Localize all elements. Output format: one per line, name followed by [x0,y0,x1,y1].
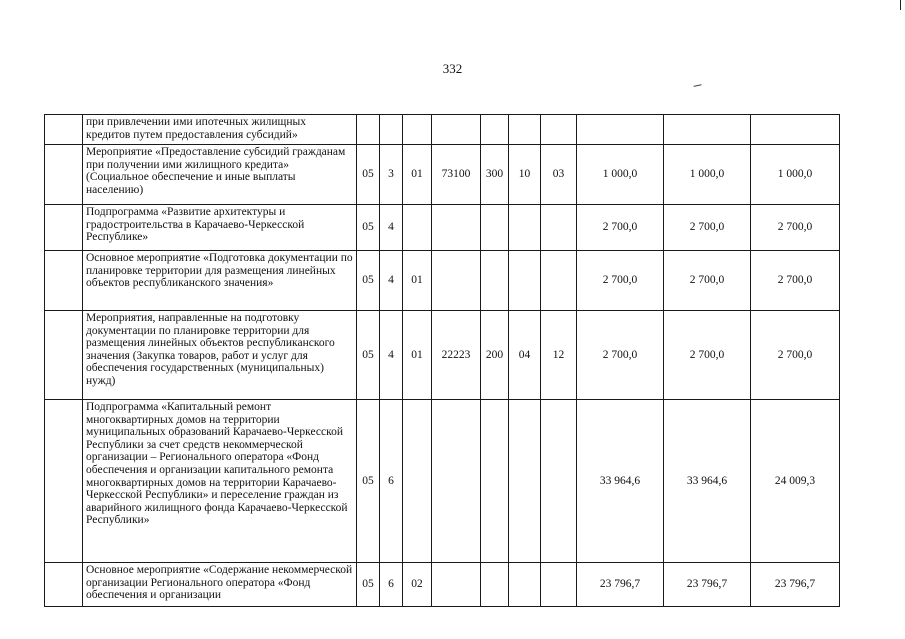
scan-speck [694,84,703,91]
expense-type-cell [481,251,509,311]
direction-code-cell: 22223 [432,311,481,400]
chapter-cell [509,115,541,145]
table-row [45,115,840,145]
sum-year-1-cell: 2 700,0 [577,311,664,400]
page-number: 332 [442,61,463,76]
chapter-cell [509,400,541,563]
subsection-cell [541,400,577,563]
direction-code-cell [432,115,481,145]
direction-code-cell [432,251,481,311]
sum-year-2-cell [664,115,751,145]
row-name-cell: Основное мероприятие «Подготовка документации по планировке территории для размещения линейных объектов республиканского значения» [83,251,357,311]
direction-code-cell [432,563,481,607]
row-name-cell: Мероприятия, направленные на подготовку документации по планировке территории для размещения линейных объектов республиканского значения (Закупка товаров, работ и услуг для обеспечения государственных (муниципальных) нужд) [83,311,357,400]
sum-year-2-cell: 23 796,7 [664,563,751,607]
program-code-cell: 6 [380,563,403,607]
measure-code-cell: 02 [403,563,432,607]
empty-left-cell [45,205,83,251]
sum-year-1-cell: 23 796,7 [577,563,664,607]
subsection-cell: 03 [541,145,577,205]
sum-year-1-cell [577,115,664,145]
empty-left-cell [45,563,83,607]
section-code-cell: 05 [357,205,380,251]
subsection-cell [541,115,577,145]
program-code-cell: 6 [380,400,403,563]
program-code-cell: 4 [380,311,403,400]
measure-code-cell: 01 [403,145,432,205]
expense-type-cell [481,205,509,251]
sum-year-2-cell: 2 700,0 [664,251,751,311]
section-code-cell: 05 [357,145,380,205]
sum-year-2-cell: 1 000,0 [664,145,751,205]
empty-left-cell [45,145,83,205]
measure-code-cell: 01 [403,251,432,311]
measure-code-cell [403,115,432,145]
subsection-cell [541,205,577,251]
sum-year-3-cell: 23 796,7 [751,563,840,607]
sum-year-3-cell: 2 700,0 [751,311,840,400]
empty-left-cell [45,115,83,145]
sum-year-2-cell: 2 700,0 [664,205,751,251]
program-code-cell: 3 [380,145,403,205]
expense-type-cell: 200 [481,311,509,400]
empty-left-cell [45,400,83,563]
table-row [45,205,840,251]
section-code-cell: 05 [357,563,380,607]
row-name-cell: Подпрограмма «Развитие архитектуры и градостроительства в Карачаево-Черкесской Республике» [83,205,357,251]
program-code-cell: 4 [380,251,403,311]
table-row [45,251,840,311]
section-code-cell: 05 [357,400,380,563]
row-name-cell: Мероприятие «Предоставление субсидий гражданам при получении ими жилищного кредита» (Социальное обеспечение и иные выплаты населению) [83,145,357,205]
chapter-cell [509,251,541,311]
chapter-cell: 04 [509,311,541,400]
subsection-cell: 12 [541,311,577,400]
subsection-cell [541,251,577,311]
scan-edge-mark [900,0,901,10]
expense-type-cell [481,400,509,563]
chapter-cell: 10 [509,145,541,205]
sum-year-3-cell: 2 700,0 [751,205,840,251]
measure-code-cell: 01 [403,311,432,400]
chapter-cell [509,563,541,607]
sum-year-2-cell: 2 700,0 [664,311,751,400]
measure-code-cell [403,400,432,563]
sum-year-2-cell: 33 964,6 [664,400,751,563]
sum-year-3-cell: 2 700,0 [751,251,840,311]
direction-code-cell: 73100 [432,145,481,205]
section-code-cell [357,115,380,145]
row-name-cell: при привлечении ими ипотечных жилищных кредитов путем предоставления субсидий» [83,115,357,145]
row-name-cell: Основное мероприятие «Содержание некоммерческой организации Регионального оператора «Фонд обеспечения и организации [83,563,357,607]
expense-type-cell [481,115,509,145]
empty-left-cell [45,311,83,400]
sum-year-1-cell: 1 000,0 [577,145,664,205]
expense-type-cell: 300 [481,145,509,205]
budget-table [44,114,840,607]
measure-code-cell [403,205,432,251]
program-code-cell: 4 [380,205,403,251]
row-name-cell: Подпрограмма «Капитальный ремонт многоквартирных домов на территории муниципальных образований Карачаево-Черкесской Республики за счет средств некоммерческой организации – Регионального оператора «Фонд обеспечения и организации капитального ремонта многоквартирных домов на территории Карачаево-Черкесской Республики» и переселение граждан из аварийного жилищного фонда Карачаево-Черкесской Республики» [83,400,357,563]
sum-year-1-cell: 2 700,0 [577,205,664,251]
subsection-cell [541,563,577,607]
program-code-cell [380,115,403,145]
sum-year-1-cell: 33 964,6 [577,400,664,563]
expense-type-cell [481,563,509,607]
table-row [45,563,840,607]
sum-year-1-cell: 2 700,0 [577,251,664,311]
table-row [45,145,840,205]
sum-year-3-cell [751,115,840,145]
direction-code-cell [432,205,481,251]
direction-code-cell [432,400,481,563]
chapter-cell [509,205,541,251]
section-code-cell: 05 [357,311,380,400]
sum-year-3-cell: 1 000,0 [751,145,840,205]
empty-left-cell [45,251,83,311]
sum-year-3-cell: 24 009,3 [751,400,840,563]
table-row [45,400,840,563]
section-code-cell: 05 [357,251,380,311]
table-row [45,311,840,400]
